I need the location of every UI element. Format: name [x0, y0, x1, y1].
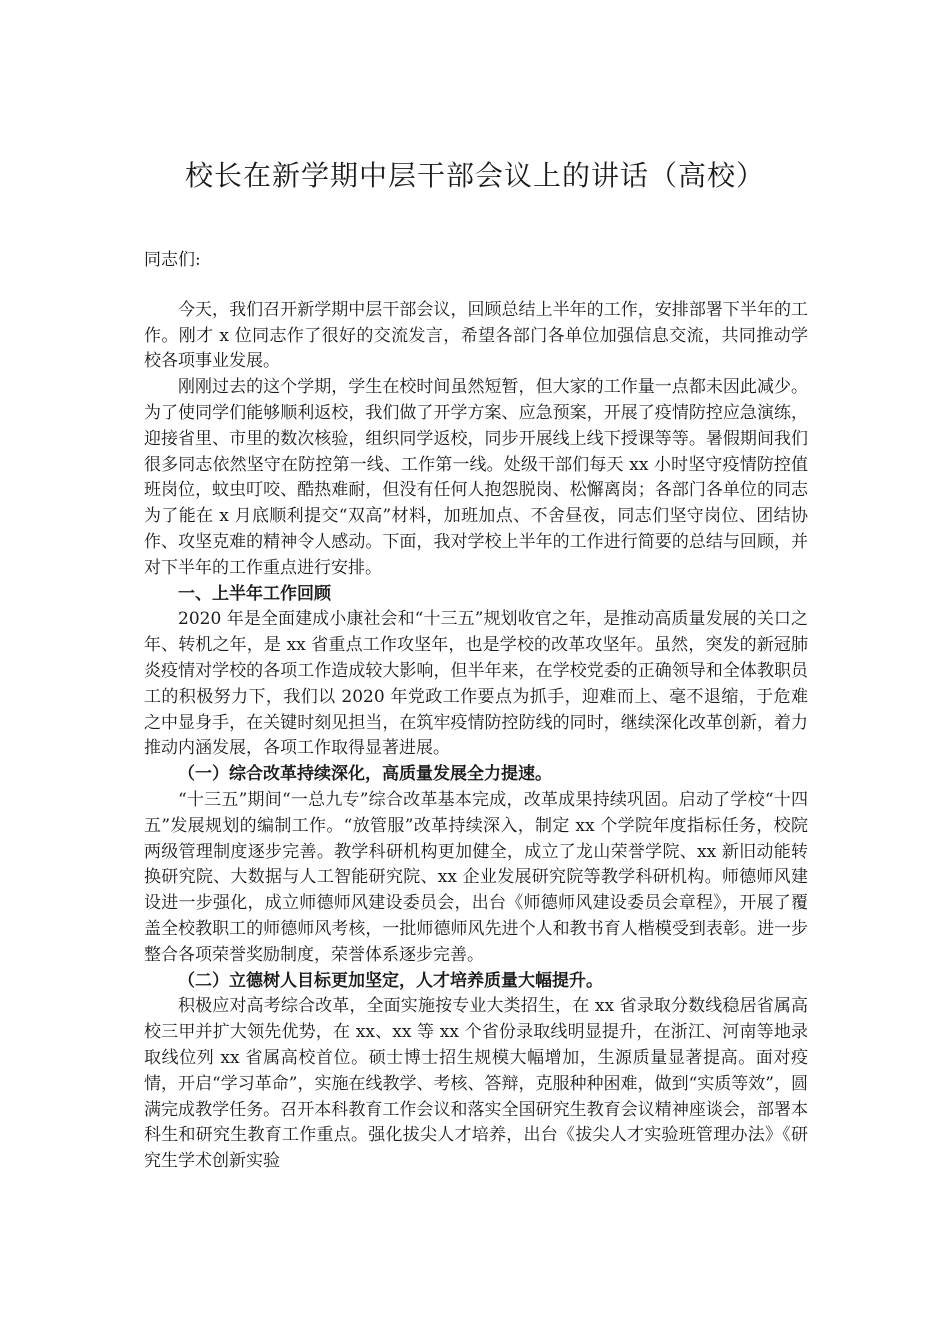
subsection-paragraph-2: 积极应对高考综合改革，全面实施按专业大类招生，在 xx 省录取分数线稳居省属高校三甲并扩大领先优势，在 xx、xx 等 xx 个省份录取线明显提升，在浙江、河南等地录取线位列 xx 省属高校首位。硕士博士招生规模大幅增加，生源质量显著提高。面对疫情，开启“学习革命”，实施在线教学、考核、答辩，克服种种困难，做到“实质等效”，圆满完成教学任务。召开本科教育工作会议和落实全国研究生教育会议精神座谈会，部署本科生和研究生教育工作重点。强化拔尖人才培养，出台《拔尖人才实验班管理办法》《研究生学术创新实验 — [144, 996, 808, 1172]
document-body — [144, 248, 808, 1175]
subsection-heading-1: （一）综合改革持续深化，高质量发展全力提速。 — [178, 764, 552, 785]
subsection-paragraph-1: “十三五”期间“一总九专”综合改革基本完成，改革成果持续巩固。启动了学校“十四五”发展规划的编制工作。“放管服”改革持续深入，制定 xx 个学院年度指标任务，校院两级管理制度逐步完善。教学科研机构更加健全，成立了龙山荣誉学院、xx 新旧动能转换研究院、大数据与人工智能研究院、xx 企业发展研究院等教学科研机构。师德师风建设进一步强化，成立师德师风建设委员会，出台《师德师风建设委员会章程》，开展了覆盖全校教职工的师德师风考核，一批师德师风先进个人和教书育人楷模受到表彰。进一步整合各项荣誉奖励制度，荣誉体系逐步完善。 — [144, 789, 808, 965]
review-paragraph: 刚刚过去的这个学期，学生在校时间虽然短暂，但大家的工作量一点都未因此减少。为了使同学们能够顺利返校，我们做了开学方案、应急预案，开展了疫情防控应急演练，迎接省里、市里的数次核验，组织同学返校，同步开展线上线下授课等等。暑假期间我们很多同志依然坚守在防控第一线、工作第一线。处级干部们每天 xx 小时坚守疫情防控值班岗位，蚊虫叮咬、酷热难耐，但没有任何人抱怨脱岗、松懈离岗；各部门各单位的同志为了能在 x 月底顺利提交“双高”材料，加班加点、不舍昼夜，同志们坚守岗位、团结协作、攻坚克难的精神令人感动。下面，我对学校上半年的工作进行简要的总结与回顾，并对下半年的工作重点进行安排。 — [144, 377, 808, 578]
document-title: 校长在新学期中层干部会议上的讲话（高校） — [184, 159, 765, 192]
section-paragraph: 2020 年是全面建成小康社会和“十三五”规划收官之年，是推动高质量发展的关口之年、转机之年，是 xx 省重点工作攻坚年，也是学校的改革攻坚年。虽然，突发的新冠肺炎疫情对学校的各项工作造成较大影响，但半年来，在学校党委的正确领导和全体教职员工的积极努力下，我们以 2020 年党政工作要点为抓手，迎难而上、毫不退缩，于危难之中显身手，在关键时刻见担当，在筑牢疫情防控防线的同时，继续深化改革创新，着力推动内涵发展，各项工作取得显著进展。 — [144, 609, 808, 759]
subsection-heading-2: （二）立德树人目标更加坚定，人才培养质量大幅提升。 — [178, 970, 603, 991]
section-heading: 一、上半年工作回顾 — [178, 583, 331, 604]
intro-paragraph: 今天，我们召开新学期中层干部会议，回顾总结上半年的工作，安排部署下半年的工作。刚才 x 位同志作了很好的交流发言，希望各部门各单位加强信息交流，共同推动学校各项事业发展。 — [144, 299, 808, 372]
salutation: 同志们: — [144, 250, 201, 270]
